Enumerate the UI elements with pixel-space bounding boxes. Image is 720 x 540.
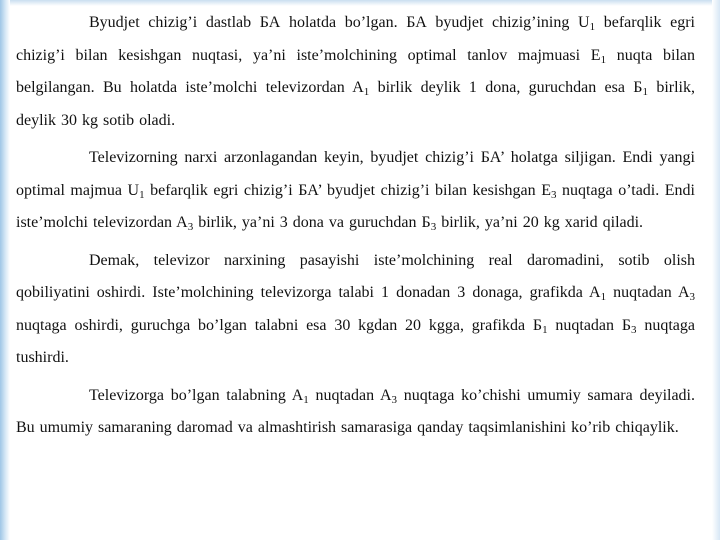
subscript: 3: [631, 323, 637, 336]
text-run: Televizorning narxi arzonlagandan keyin, byudjet chizig’i БА’ holatga siljigan. Endi yangi optimal majmua U: [16, 149, 695, 199]
slide-text-body: [16, 7, 695, 445]
text-run: birlik deylik 1 dona, guruchdan esa Б: [369, 79, 643, 96]
text-run: birlik, ya’ni 3 dona va guruchdan Б: [193, 214, 431, 231]
text-run: nuqtadan A: [308, 386, 392, 404]
text-run: Demak, televizor narxining pasayishi iste’molchining real daromadini, sotib olish qobiliyatini oshirdi. Iste’molchining televizorga talabi 1 donadan 3 donaga, grafikda A: [16, 251, 695, 301]
paragraph-real-income-effect: [16, 245, 695, 375]
subscript: 3: [187, 221, 194, 233]
text-run: birlik, deylik 30 kg sotib oladi.: [16, 79, 695, 129]
subscript: 1: [589, 21, 596, 33]
subscript: 3: [391, 393, 398, 406]
subscript: 3: [550, 188, 557, 201]
text-run: nuqtadan Б: [547, 316, 632, 334]
subscript: 3: [430, 221, 437, 233]
subscript: 1: [542, 323, 548, 336]
text-run: birlik, ya’ni 20 kg xarid qiladi.: [436, 214, 644, 231]
text-run: nuqtaga ko’chishi umumiy samara deyiladi. Bu umumiy samaraning daromad va almashtirish samarasiga qanday taqsimlanishini ko’rib chiqaylik.: [16, 386, 696, 436]
text-run: nuqtaga o’tadi. Endi iste’molchi televizordan A: [16, 181, 696, 231]
slide-frame-left: [0, 0, 10, 540]
text-run: Televizorga bo’lgan talabning A: [89, 386, 304, 404]
text-run: nuqtaga oshirdi, guruchga bo’lgan talabni esa 30 kgdan 20 kgga, grafikda Б: [16, 316, 543, 334]
subscript: 1: [600, 53, 607, 66]
subscript: 3: [689, 291, 696, 303]
slide-frame-top: [0, 0, 720, 6]
subscript: 1: [600, 291, 607, 303]
subscript: 1: [642, 86, 648, 98]
text-run: nuqtaga tushirdi.: [16, 316, 696, 366]
paragraph-total-effect: [16, 380, 695, 445]
slide-frame-right: [712, 0, 720, 540]
text-run: nuqta bilan belgilangan. Bu holatda iste’molchi televizordan A: [16, 46, 696, 96]
text-run: befarqlik egri chizig’i bilan kesishgan nuqtasi, ya’ni iste’molchining optimal tanlov majmuasi E: [16, 14, 695, 64]
subscript: 1: [303, 393, 309, 406]
text-run: nuqtadan A: [606, 284, 690, 301]
subscript: 1: [363, 86, 370, 98]
paragraph-budget-line-initial: [16, 7, 695, 137]
paragraph-price-decrease: [16, 142, 695, 240]
text-run: Byudjet chizig’i dastlab БА holatda bo’lgan. БА byudjet chizig’ining U: [89, 14, 590, 31]
subscript: 1: [139, 188, 145, 201]
text-run: befarqlik egri chizig’i БА’ byudjet chizig’i bilan kesishgan E: [144, 181, 551, 199]
